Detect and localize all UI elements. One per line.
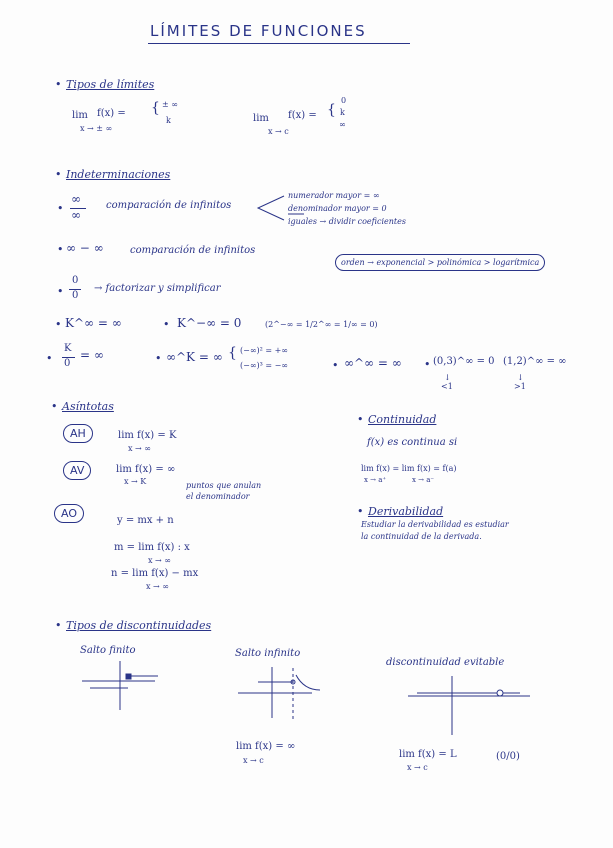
inf-inf-text: comparación de infinitos bbox=[106, 200, 232, 211]
evitable-limit: lim f(x) = L bbox=[399, 749, 457, 760]
section-heading-tipos-limites: Tipos de límites bbox=[66, 78, 155, 91]
arrow-down-icon: ↓ bbox=[444, 373, 451, 382]
brace: { bbox=[151, 100, 160, 116]
lim-expression: f(x) = bbox=[97, 108, 126, 119]
example-note: (2^−∞ = 1/2^∞ = 1/∞ = 0) bbox=[265, 320, 378, 329]
lim-label: lim bbox=[72, 110, 88, 121]
lim-subscript: x → c bbox=[268, 127, 289, 136]
bullet: • bbox=[424, 358, 431, 371]
bullet: • bbox=[55, 318, 62, 331]
ah-subscript: x → ∞ bbox=[128, 444, 151, 453]
note-gt1: >1 bbox=[514, 382, 526, 391]
result-3: ∞ bbox=[339, 120, 346, 129]
ao-m-subscript: x → ∞ bbox=[148, 556, 171, 565]
branch-3: iguales → dividir coeficientes bbox=[288, 217, 406, 226]
derivabilidad-line-2: la continuidad de la derivada. bbox=[361, 532, 482, 541]
k-over-zero-result: = ∞ bbox=[80, 348, 104, 362]
brace: { bbox=[228, 345, 237, 361]
av-note-1: puntos que anulan bbox=[186, 481, 262, 490]
lim-expression: f(x) = bbox=[288, 110, 317, 121]
note-lt1: <1 bbox=[441, 382, 453, 391]
bullet: • bbox=[57, 202, 64, 215]
lim-subscript: x → ± ∞ bbox=[80, 124, 113, 133]
fraction-top: 0 bbox=[72, 275, 79, 286]
ao-m: m = lim f(x) : x bbox=[114, 542, 190, 553]
inf-minus-inf-text: comparación de infinitos bbox=[130, 245, 256, 256]
bullet: • bbox=[46, 352, 53, 365]
bullet: • bbox=[155, 352, 162, 365]
bullet: • bbox=[357, 413, 364, 426]
evitable-graph bbox=[408, 676, 530, 735]
bullet: • bbox=[57, 285, 64, 298]
derivabilidad-line-1: Estudiar la derivabilidad es estudiar bbox=[361, 520, 509, 529]
continuidad-sub-1: x → a⁺ bbox=[364, 476, 387, 484]
order-note: orden → exponencial > polinómica > logarítmica bbox=[335, 254, 545, 271]
bullet: • bbox=[55, 168, 62, 181]
bullet: • bbox=[55, 619, 62, 632]
decimal-power-lt1: (0,3)^∞ = 0 bbox=[433, 356, 495, 367]
fraction-top: K bbox=[64, 343, 72, 354]
arrow-down-icon: ↓ bbox=[517, 373, 524, 382]
fraction-bottom: 0 bbox=[72, 290, 79, 301]
av-note-2: el denominador bbox=[186, 492, 250, 501]
power-odd: (−∞)³ = −∞ bbox=[240, 361, 288, 370]
branch-bracket bbox=[258, 196, 284, 220]
salto-infinito-graph bbox=[238, 667, 320, 720]
salto-finito-graph bbox=[82, 661, 158, 710]
result-1: ± ∞ bbox=[162, 100, 178, 109]
result-2: k bbox=[166, 116, 171, 125]
lim-label: lim bbox=[253, 113, 269, 124]
bullet: • bbox=[163, 318, 170, 331]
av-limit: lim f(x) = ∞ bbox=[116, 464, 176, 475]
k-inf-expr: K^∞ = ∞ bbox=[65, 316, 122, 330]
section-heading-asintotas: Asíntotas bbox=[62, 400, 114, 413]
ah-limit: lim f(x) = K bbox=[118, 430, 177, 441]
ao-n: n = lim f(x) − mx bbox=[111, 568, 199, 579]
branch-1: numerador mayor = ∞ bbox=[288, 191, 380, 200]
av-subscript: x → K bbox=[124, 477, 147, 486]
continuidad-limit: lim f(x) = lim f(x) = f(a) bbox=[361, 464, 457, 473]
inf-inf-power: ∞^∞ = ∞ bbox=[344, 356, 402, 370]
section-heading-discontinuidades: Tipos de discontinuidades bbox=[66, 619, 212, 632]
evitable-subscript: x → c bbox=[407, 763, 428, 772]
result-2: k bbox=[340, 108, 345, 117]
salto-infinito-subscript: x → c bbox=[243, 756, 264, 765]
section-heading-derivabilidad: Derivabilidad bbox=[368, 505, 444, 518]
fraction-bottom: 0 bbox=[64, 358, 71, 369]
fraction-bottom: ∞ bbox=[71, 208, 81, 222]
brace: { bbox=[327, 102, 336, 118]
continuidad-sub-2: x → a⁻ bbox=[412, 476, 435, 484]
salto-infinito-limit: lim f(x) = ∞ bbox=[236, 741, 296, 752]
ao-equation: y = mx + n bbox=[117, 515, 174, 526]
power-even: (−∞)² = +∞ bbox=[240, 346, 288, 355]
section-heading-continuidad: Continuidad bbox=[368, 413, 437, 426]
bullet: • bbox=[55, 78, 62, 91]
bullet: • bbox=[332, 359, 339, 372]
ao-n-subscript: x → ∞ bbox=[146, 582, 169, 591]
bullet: • bbox=[57, 243, 64, 256]
av-label: AV bbox=[63, 461, 91, 480]
zero-zero-text: → factorizar y simplificar bbox=[94, 283, 221, 294]
evitable-note: (0/0) bbox=[496, 751, 520, 762]
continuidad-text: f(x) es continua si bbox=[367, 437, 458, 448]
decimal-power-gt1: (1,2)^∞ = ∞ bbox=[503, 356, 567, 367]
fraction-top: ∞ bbox=[71, 192, 81, 206]
page-title: LÍMITES DE FUNCIONES bbox=[150, 22, 367, 40]
salto-finito-label: Salto finito bbox=[80, 645, 136, 656]
k-minus-inf-expr: K^−∞ = 0 bbox=[177, 316, 242, 330]
bullet: • bbox=[357, 505, 364, 518]
inf-minus-inf-expr: ∞ − ∞ bbox=[66, 241, 104, 255]
result-1: 0 bbox=[341, 96, 347, 105]
branch-2: denominador mayor = 0 bbox=[288, 204, 387, 213]
bullet: • bbox=[51, 400, 58, 413]
inf-k-expr: ∞^K = ∞ bbox=[166, 350, 223, 364]
evitable-label: discontinuidad evitable bbox=[386, 657, 505, 668]
ao-label: AO bbox=[54, 504, 84, 523]
section-heading-indeterminaciones: Indeterminaciones bbox=[66, 168, 171, 181]
ah-label: AH bbox=[63, 424, 93, 443]
salto-infinito-label: Salto infinito bbox=[235, 648, 301, 659]
